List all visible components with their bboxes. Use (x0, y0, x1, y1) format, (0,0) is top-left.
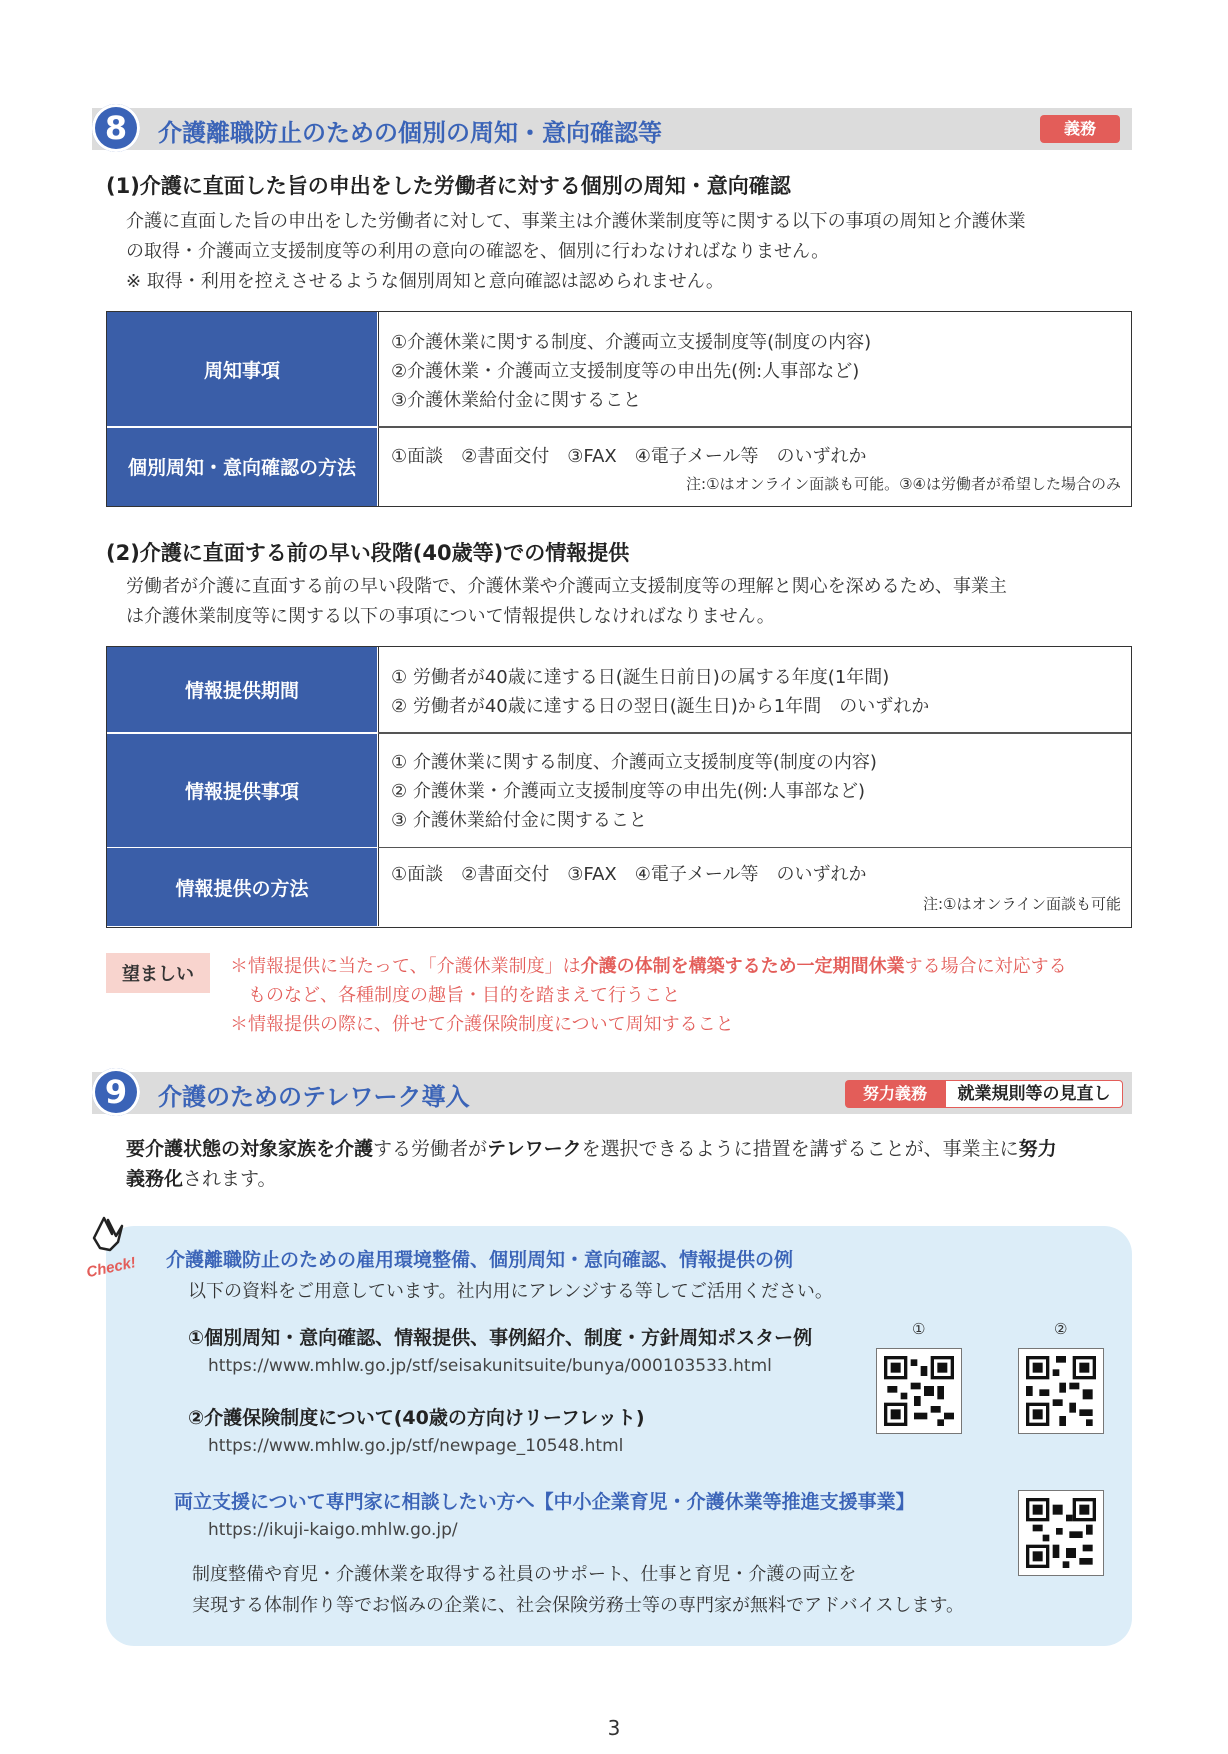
content-line: ① 介護休業に関する制度、介護両立支援制度等(制度の内容) (391, 751, 877, 773)
content-line: ② 介護休業・介護両立支援制度等の申出先(例:人事部など) (391, 780, 865, 802)
qr-code-2[interactable] (1018, 1348, 1104, 1434)
section-title: 介護のためのテレワーク導入 (158, 1083, 470, 1111)
paragraph-line: は介護休業制度等に関する以下の事項について情報提供しなければなりません。 (126, 606, 775, 627)
row-content (378, 734, 1131, 847)
table-row (107, 312, 1131, 426)
row-header: 情報提供の方法 (107, 848, 377, 926)
qr-code-1[interactable] (876, 1348, 962, 1434)
body-text: する労働者が (373, 1138, 488, 1160)
table-row (107, 848, 1131, 926)
qr-pattern (1026, 1356, 1096, 1426)
table-row (107, 428, 1131, 506)
expert-desc-line-2: 実現する体制作り等でお悩みの企業に、社会保険労務士等の専門家が無料でアドバイスします。 (192, 1595, 965, 1616)
section-number-badge: 8 (92, 104, 140, 152)
section-number-badge: 9 (92, 1068, 140, 1116)
body-text: されます。 (183, 1168, 277, 1190)
content-line: ③ 介護休業給付金に関すること (391, 809, 647, 831)
expert-desc-line-1: 制度整備や育児・介護休業を取得する社員のサポート、仕事と育児・介護の両立を (192, 1564, 857, 1585)
qr-label-2: ② (1054, 1320, 1068, 1338)
row-content (378, 647, 1131, 732)
table-row (107, 647, 1131, 732)
qr-code-3[interactable] (1018, 1490, 1104, 1576)
emphasis-text: 義務化 (126, 1168, 184, 1190)
resource-item-2: ②介護保険制度について(40歳の方向けリーフレット) (188, 1407, 645, 1429)
row-content (378, 312, 1131, 426)
row-header: 情報提供事項 (107, 734, 377, 847)
subsection-title-2: (2)介護に直面する前の早い段階(40歳等)での情報提供 (106, 541, 630, 565)
effort-obligation-badge: 努力義務 (845, 1080, 945, 1108)
content-line: ②介護休業・介護両立支援制度等の申出先(例:人事部など) (391, 361, 860, 382)
content-line: ①面談 ②書面交付 ③FAX ④電子メール等 のいずれか (391, 864, 867, 885)
desirable-line-1 (230, 952, 1067, 978)
expert-consult-title: 両立支援について専門家に相談したい方へ【中小企業育児・介護休業等推進支援事業】 (174, 1491, 915, 1513)
content-line: ② 労働者が40歳に達する日の翌日(誕生日)から1年間 のいずれか (391, 696, 930, 717)
content-line: ①介護休業に関する制度、介護両立支援制度等(制度の内容) (391, 332, 872, 353)
resource-link-3[interactable]: https://ikuji-kaigo.mhlw.go.jp/ (208, 1520, 458, 1540)
section-title: 介護離職防止のための個別の周知・意向確認等 (158, 119, 662, 147)
row-header: 情報提供期間 (107, 647, 377, 732)
infobox-title: 介護離職防止のための雇用環境整備、個別周知・意向確認、情報提供の例 (166, 1249, 794, 1271)
section-9-text-line-1 (126, 1134, 1057, 1164)
desirable-line-2: ものなど、各種制度の趣旨・目的を踏まえて行うこと (248, 985, 680, 1006)
paragraph-line: 労働者が介護に直面する前の早い段階で、介護休業や介護両立支援制度等の理解と関心を深めるため、事業主 (126, 576, 1007, 597)
qr-pattern (884, 1356, 954, 1426)
emphasis-text: テレワーク (487, 1138, 582, 1160)
page-number: 3 (607, 1716, 621, 1740)
check-label: Check! (84, 1254, 138, 1282)
row-content (378, 428, 1131, 506)
paragraph-line: 介護に直面した旨の申出をした労働者に対して、事業主は介護休業制度等に関する以下の事項の周知と介護休業 (126, 211, 1026, 232)
emphasis-text: 要介護状態の対象家族を介護 (126, 1138, 374, 1160)
paragraph-line: の取得・介護両立支援制度等の利用の意向の確認を、個別に行わなければなりません。 (126, 241, 830, 262)
content-note: 注:①はオンライン面談も可能。③④は労働者が希望した場合のみ (686, 474, 1121, 493)
resource-link-1[interactable]: https://www.mhlw.go.jp/stf/seisakunitsuite/bunya/000103533.html (208, 1356, 772, 1376)
row-content (378, 848, 1131, 926)
section-9-text-line-2 (126, 1164, 277, 1194)
desirable-text: ＊情報提供に当たって、「介護休業制度」は (230, 956, 581, 977)
content-note: 注:①はオンライン面談も可能 (922, 895, 1121, 913)
notice-table (106, 311, 1132, 507)
desirable-line-3: ＊情報提供の際に、併せて介護保険制度について周知すること (230, 1014, 734, 1035)
row-header: 周知事項 (107, 312, 377, 426)
content-line: ① 労働者が40歳に達する日(誕生日前日)の属する年度(1年間) (391, 667, 890, 688)
row-header: 個別周知・意向確認の方法 (107, 428, 377, 506)
content-line: ③介護休業給付金に関すること (391, 390, 642, 411)
desirable-label: 望ましい (106, 953, 210, 993)
obligation-badge: 義務 (1040, 115, 1120, 143)
info-provision-table (106, 646, 1132, 928)
infobox-intro: 以下の資料をご用意しています。社内用にアレンジする等してご活用ください。 (188, 1281, 833, 1302)
emphasis-text: 努力 (1018, 1138, 1057, 1160)
qr-label-1: ① (912, 1320, 926, 1338)
content-line: ①面談 ②書面交付 ③FAX ④電子メール等 のいずれか (391, 445, 867, 467)
section-9-header (92, 1072, 1132, 1114)
paragraph-line: ※ 取得・利用を控えさせるような個別周知と意向確認は認められません。 (126, 271, 724, 292)
desirable-emphasis: 介護の体制を構築するため一定期間休業 (580, 956, 905, 977)
resource-link-2[interactable]: https://www.mhlw.go.jp/stf/newpage_10548.html (208, 1436, 624, 1456)
resource-item-1: ①個別周知・意向確認、情報提供、事例紹介、制度・方針周知ポスター例 (188, 1327, 813, 1349)
section-8-header (92, 108, 1132, 150)
body-text: を選択できるように措置を講ずることが、事業主に (581, 1138, 1019, 1160)
desirable-text: する場合に対応する (904, 956, 1067, 977)
qr-pattern (1026, 1498, 1096, 1568)
check-hand-icon (82, 1212, 162, 1282)
rules-review-badge: 就業規則等の見直し (945, 1080, 1123, 1108)
table-row (107, 734, 1131, 847)
subsection-title-1: (1)介護に直面した旨の申出をした労働者に対する個別の周知・意向確認 (106, 174, 791, 198)
